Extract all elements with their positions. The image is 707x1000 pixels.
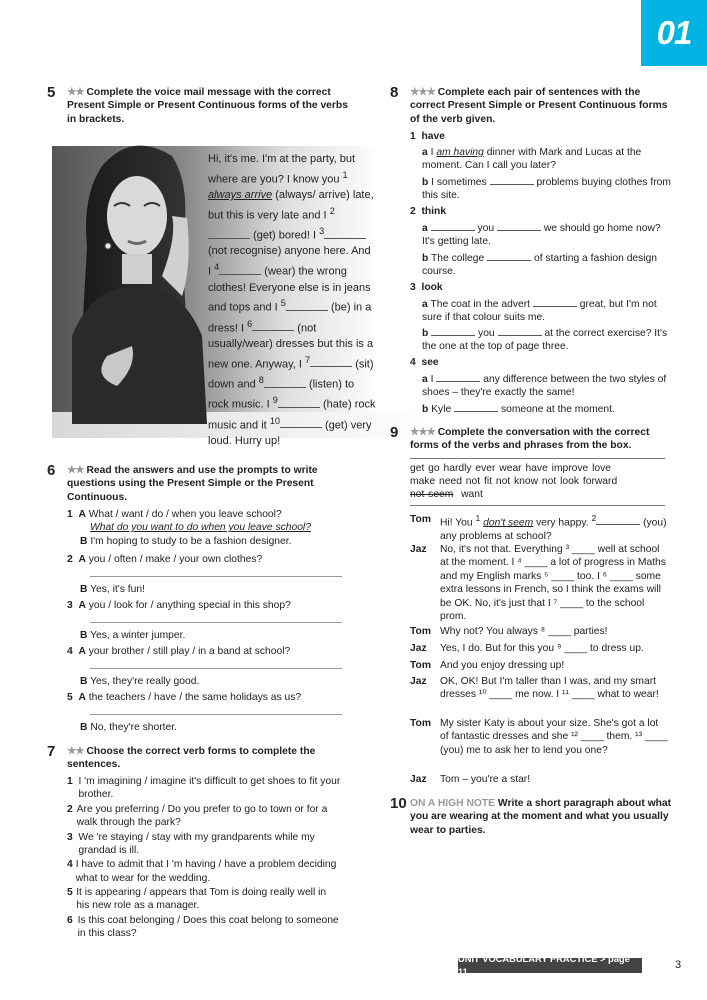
ex6-item-1: 1 A What / want / do / when you leave school? What do you want to do when you leave school? B I'm hoping to study to be a fashion designer. — [67, 508, 357, 548]
answer-blank[interactable] — [498, 326, 542, 336]
example-answer: What do you want to do when you leave school? — [90, 522, 311, 534]
verb-2: 2 think — [410, 206, 447, 217]
ex8-3a: a The coat in the advert great, but I'm not sure if that colour suits me. — [422, 299, 657, 324]
speaker-name: Tom — [410, 626, 431, 637]
ex6-reply-3: B Yes, a winter jumper. — [80, 630, 186, 641]
exercise-8-number: 8 — [390, 84, 399, 101]
ex8-4b: b Kyle someone at the moment. — [422, 404, 615, 415]
ex8-1a: a I am having dinner with Mark and Lucas at the moment. Can I call you later? — [422, 147, 642, 172]
verb-4: 4 see — [410, 357, 439, 368]
woman-photo — [62, 136, 207, 424]
box-bottom-rule — [410, 505, 665, 506]
word-box-line-1: get go hardly ever wear have improve love — [410, 463, 612, 474]
difficulty-stars: ★★ — [67, 746, 84, 757]
ex7-items — [67, 775, 342, 941]
answer-line[interactable] — [90, 668, 342, 669]
high-note-tag: ON A HIGH NOTE — [410, 798, 496, 809]
answer-blank[interactable] — [431, 326, 475, 336]
ex7-item: 6 Is this coat belonging / Does this coat belong to someone in this class? — [67, 914, 339, 940]
ex6-reply-4: B Yes, they're really good. — [80, 676, 200, 687]
answer-blank[interactable] — [324, 229, 366, 239]
exercise-10-title: ON A HIGH NOTE Write a short paragraph about what you are wearing at the moment and what you usually wear to parties. — [410, 798, 672, 836]
ex6-item-5: 5 A the teachers / have / the same holidays as us? — [67, 692, 302, 703]
answer-line[interactable] — [90, 714, 342, 715]
answer-blank[interactable] — [497, 221, 541, 231]
dialogue-line: Why not? You always ⁸ ____ parties! — [440, 626, 608, 637]
word-box-line-2: make need not fit not know not look forward — [410, 476, 618, 487]
ex8-2a: a you we should go home now? It's getting late. — [422, 223, 661, 248]
answer-blank[interactable] — [252, 321, 294, 331]
answer-blank[interactable] — [487, 251, 531, 261]
exercise-7-number: 7 — [47, 743, 56, 760]
ex7-item: 2 Are you preferring / Do you prefer to go to town or for a walk through the park? — [67, 803, 328, 829]
voicemail-message: Hi, it's me. I'm at the party, but where are you? I know you $^1$ always arrive (always/ arrive) late, but this is very late and I $^2$ (get) bored! I $^3$ (not recognise) anyone here. And I $^4$ (wear) the wrong clothes! Everyone else is in jeans and tops and I $^5$ (be) in a dress! I $^6$ (not usually/wear) dresses but this is a new one. Anyway, I $^7$ (sit) down and $^8$ (listen) to rock music. I $^9$ (hate) rock music and it $^{10}$ (get) very loud. Hurry up! — [208, 153, 376, 448]
speaker-name: Jaz — [410, 544, 427, 555]
ex7-item: 3 We 're staying / stay with my grandparents while my grandad is ill. — [67, 831, 315, 856]
dialogue-line: And you enjoy dressing up! — [440, 660, 565, 671]
verb-1: 1 have — [410, 131, 445, 142]
speaker-name: Tom — [410, 718, 431, 729]
difficulty-stars: ★★ — [67, 465, 84, 476]
answer-blank[interactable] — [219, 265, 261, 275]
ex7-item: 1 I 'm imagining / imagine it's difficult to get shoes to fit your brother. — [67, 776, 341, 801]
exercise-5-number: 5 — [47, 84, 56, 101]
exercise-10-number: 10 — [390, 795, 407, 812]
verb-3: 3 look — [410, 282, 443, 293]
ex6-reply-5: B No, they're shorter. — [80, 722, 177, 733]
ex7-item: 4 I have to admit that I 'm having / have a problem deciding what to wear for the wedding. — [67, 859, 337, 884]
answer-blank[interactable] — [596, 515, 640, 525]
dialogue-line: Yes, I do. But for this you ⁹ ____ to dress up. — [440, 643, 644, 654]
page-number: 3 — [675, 959, 682, 971]
exercise-8-title: ★★★ Complete each pair of sentences with the correct Present Simple or Present Continuous forms of the verb given. — [410, 87, 668, 125]
answer-blank[interactable] — [286, 301, 328, 311]
dialogue-line: OK, OK! But I'm taller than I was, and my smart dresses ¹⁰ ____ me now. I ¹¹ ____ what to wear! — [440, 676, 659, 701]
difficulty-stars: ★★★ — [410, 427, 435, 438]
answer-blank[interactable] — [533, 297, 577, 307]
exercise-5-title: ★★ Complete the voice mail message with the correct Present Simple or Present Continuous forms of the verbs in brackets. — [67, 87, 348, 125]
answer-blank[interactable] — [310, 357, 352, 367]
speaker-name: Tom — [410, 660, 431, 671]
exercise-6-number: 6 — [47, 462, 56, 479]
ex7-item: 5 It is appearing / appears that Tom is doing really well in his new role as a manager. — [67, 887, 327, 912]
difficulty-stars: ★★ — [67, 87, 84, 98]
answer-blank[interactable] — [280, 418, 322, 428]
dialogue-line: My sister Katy is about your size. She's got a lot of fantastic dresses and she ¹² ____ them. ¹³ ____ (you) me to ask her to lend you one? — [440, 718, 668, 756]
answer-line[interactable] — [90, 576, 342, 577]
ex8-3b: b you at the correct exercise? It's the one at the top of page three. — [422, 328, 668, 353]
speaker-name: Tom — [410, 514, 431, 525]
answer-blank[interactable] — [490, 175, 534, 185]
word-box-line-3: not seem want — [410, 489, 483, 500]
ex6-reply-2: B Yes, it's fun! — [80, 584, 145, 595]
ex8-1b: b I sometimes problems buying clothes from this site. — [422, 177, 671, 202]
ex8-4a: a I any difference between the two styles of shoes – they're exactly the same! — [422, 374, 667, 399]
answer-blank[interactable] — [208, 229, 250, 239]
dialogue-line: No, it's not that. Everything ³ ____ well at school at the moment. I ⁴ ____ a lot of progress in Maths and my English marks ⁵ ____ too. I ⁶ ____ some extra lessons in French, so I think the exams will be OK. No, it's just that I ⁷ ____ to the school prom. — [440, 544, 666, 622]
ex6-item-2: 2 A you / often / make / your own clothes? — [67, 554, 263, 565]
exercise-9-title: ★★★ Complete the conversation with the correct forms of the verbs and phrases from the box. — [410, 427, 650, 452]
ex8-2b: b The college of starting a fashion design course. — [422, 253, 658, 278]
speaker-name: Jaz — [410, 676, 427, 687]
answer-blank[interactable] — [431, 221, 475, 231]
dialogue-line: Hi! You $^1$ don't seem very happy. $^2$ (you) any problems at school? — [440, 513, 667, 542]
exercise-6-title: ★★ Read the answers and use the prompts to write questions using the Present Simple or the Present Continuous. — [67, 465, 318, 503]
answer-blank[interactable] — [436, 372, 480, 382]
exercise-7-title: ★★ Choose the correct verb forms to complete the sentences. — [67, 746, 316, 771]
answer-blank[interactable] — [278, 398, 320, 408]
exercise-9-number: 9 — [390, 424, 399, 441]
speaker-name: Jaz — [410, 774, 427, 785]
difficulty-stars: ★★★ — [410, 87, 435, 98]
answer-blank[interactable] — [454, 402, 498, 412]
unit-badge: 01 — [641, 0, 707, 66]
speaker-name: Jaz — [410, 643, 427, 654]
answer-line[interactable] — [90, 622, 342, 623]
dialogue-line: Tom – you're a star! — [440, 774, 531, 785]
footer-tab: UNIT VOCABULARY PRACTICE > page 11 — [458, 958, 642, 973]
ex6-item-4: 4 A your brother / still play / in a band at school? — [67, 646, 291, 657]
answer-blank[interactable] — [264, 378, 306, 388]
box-top-rule — [410, 458, 665, 459]
ex6-item-3: 3 A you / look for / anything special in this shop? — [67, 600, 291, 611]
